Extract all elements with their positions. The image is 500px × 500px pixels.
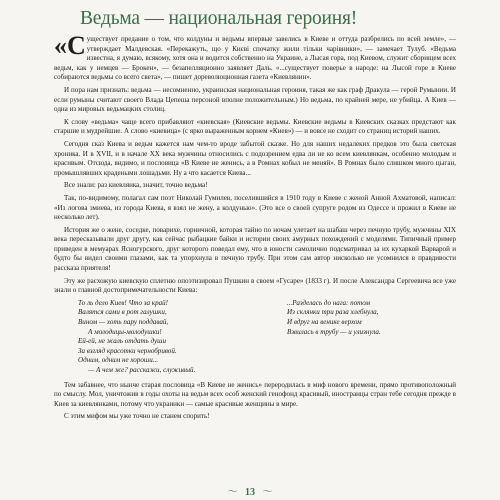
paragraph: Все знали: раз киевлянка, значит, точно ведьма! [64,181,208,190]
paragraph: К слову «ведьма» чаще всего прибавляют «киевская» (Киевские ведьмы. Киевские ведьмы в Киевских сказках предстают как старшие и мудрейшие. А слово «киевица» (с ярко выраженным корнем «Киев») — и вовсе не сходит со страниц историй наших. [54,117,456,136]
ornament-right-icon: 〜 [262,487,273,498]
poem-line: ...Разделась до нага: потом [287,298,371,307]
paragraph: Сегодня сказ Киева и ведьм кажется нам чем-то вроде забытой сказке. Но для наших недалеких предков это была светская хроника. И в XVII, и в начале XX века мужчины относились с подозрением едва ли не ко всем киевлянкам, особенно молодым и красивым. Отсюда, видимо, и пословица «В Киеве не женись, а в Ромнах кобыл не меняй». В Ромнах было слишком много цыган, промышлявших крадеными лошадьми. Ну а что касается Киева... [54,139,456,177]
paragraph: Тем забавнее, что нынче старая пословица «В Киеве не женись» переродилась в миф нового времени, прямо противоположный по смыслу. Мол, уничтожив в годы охоты на ведьм всех особ женский генофонд красивый, иностранцы стран тебе сегодня прежде в Киев за киевлянками, потому что украинки — самые красивые женщины в мире. [54,380,456,408]
poem-column-right [287,299,456,376]
page-title: Ведьма — национальная героиня! [80,8,358,29]
poem-line: Одним, одним не хороши... [78,356,159,365]
paragraph: Так, по-видимому, полагал сам поэт Николай Гумилев, поселившийся в 1910 году в Киеве с женой Анной Ахматовой, написал: «Из логова змиева, из города Киева, я взял не жену, а колдунью». (Это все о своей супруге родом из Одессе и прожил в Киеве не несколько лет). [54,193,456,222]
poem-quote [78,299,456,376]
ornament-left-icon: 〜 [227,487,238,498]
article-body [54,31,456,422]
paragraph: История же о жене, соседке, поварихе, горничной, которая тайно по ночам улетает на шабаш через печную трубу, мужчины XIX века пересказывали друг другу, как сейчас рыбацкие байки и истории своих амурных похождений с моделями. Типичный пример приведен в мемуарах Ясногурского, друг которого поведал ему, что в юности самолично подсматривал за их кухаркой Варварой и будто бы видел своими глазами, как та упорхнула в печную трубу. При этом сам автор нисколько не усомнился в правдивости рассказа приятеля! [54,225,456,273]
poem-line: — А чем же? расскажи, служивый. [88,366,196,374]
paragraph: И пора нам признать: ведьма — несомненно, украинская национальная героиня, такая же как граф Дракула — герой Румынии. И если румыны считают своего Влада Цепеша персоной вполне положительным.) Но ведьма, по крайней мере, не убийца. А Киев — одна из мировых ведьмацких столиц. [54,85,456,114]
paragraph-text: уществует предание о том, что колдуны и ведьмы впервые завелись в Киеве и оттуда разбрелись по всей земле», — утверждает Малдевская. «Перекажуть, що у Києві спочатку жили тільки чарівники», — замечает Тулуб. «Ведьма известна, я думаю, всякому, хотя она и водится собственно на Украине, а Лысая гора, под Киевом, служит сборищем всех ведьм, как у немцев — Брокен», — безапелляционно заявляет Даль. «...существует поверье в народе: на Лысой горе в Киеве собираются ведьмы со всего света», — пишет дореволюционная газета «Киевлянин». [54,35,456,82]
page-number: 13 [245,487,255,498]
poem-line: И вдруг на венике верхом [287,318,362,327]
drop-cap: «С [54,31,86,60]
poem-line: Валятся сами в рот галушки, [78,308,167,317]
paragraph: Эту же расхожую киевскую сплетню опоэтизировал Пушкин в своем «Гусаре» (1833 г). И после Александра Сергеевича все уже знали о главной достопримечательности Киева: [54,276,456,295]
poem-line: Взвилась в трубу — и улизнула. [287,327,381,336]
poem-line: За взгляд красотки чернобривой. [78,346,177,355]
paragraph: С этим мифом мы уже точно не станем спорить! [64,412,210,421]
poem-column-left [78,299,247,376]
poem-line: Вином — хоть пару поддавай, [78,318,169,327]
poem-line: Ей-ей, не жаль отдать души [78,337,166,346]
poem-line: Из склянки три раза хлебнула, [287,308,379,317]
poem-line: А молодицы-молодушки! [88,327,162,336]
paragraph [54,31,456,83]
poem-line: То ль дело Киев! Что за край! [78,298,169,307]
page-number-footer [0,483,500,498]
